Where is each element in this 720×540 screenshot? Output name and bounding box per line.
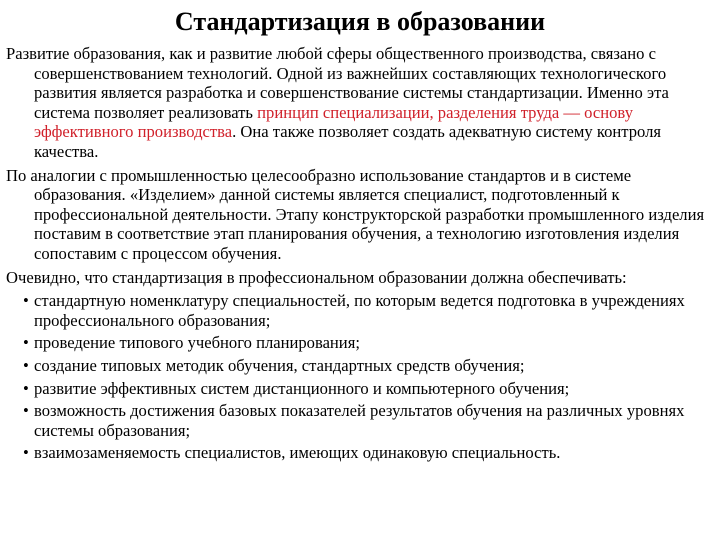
list-item-text: взаимозаменяемость специалистов, имеющих одинаковую специальность.: [34, 443, 561, 463]
list-item: [6, 443, 712, 463]
bullet-icon: •: [23, 378, 29, 398]
slide-body: [6, 44, 712, 466]
list-item: [6, 333, 712, 353]
list-item-text: возможность достижения базовых показателей результатов обучения на различных уровнях системы образования;: [34, 401, 685, 440]
page-title: Стандартизация в образовании: [174, 7, 546, 36]
paragraph-requirements-intro: Очевидно, что стандартизация в профессиональном образовании должна обеспечивать:: [6, 267, 627, 287]
list-item-text: стандартную номенклатуру специальностей, по которым ведется подготовка в учреждениях профессионального образования;: [34, 291, 685, 330]
list-item-text: проведение типового учебного планирования;: [34, 333, 360, 353]
list-item: [6, 401, 712, 440]
bullet-icon: •: [23, 355, 29, 375]
list-item: [6, 356, 712, 376]
bullet-icon: •: [23, 333, 29, 353]
paragraph-technology: [6, 44, 712, 162]
bullet-icon: •: [23, 291, 29, 311]
requirements-list: [6, 291, 712, 463]
highlight-specialization: принцип специализации, разделения труда — основу эффективного производства: [34, 102, 633, 142]
paragraph-technology-text: Развитие образования, как и развитие любой сферы общественного производства, связано с совершенствованием технологий. Одной из важнейших составляющих технологического развития является разработка и совершенствование системы стандартизации. Именно эта система позволяет реализовать: [6, 44, 669, 122]
paragraph-industry-analogy: По аналогии с промышленностью целесообразно использование стандартов и в системе образования. «Изделием» данной системы является специалист, подготовленный к профессиональной деятельности. Этапу конструкторской разработки промышленного изделия поставим в соответствие этап планирования обучения, а технологию изготовления изделия сопоставим с процессом обучения.: [6, 165, 705, 263]
list-item-text: создание типовых методик обучения, стандартных средств обучения;: [34, 355, 525, 375]
list-item: [6, 379, 712, 399]
bullet-icon: •: [23, 443, 29, 463]
list-item: [6, 291, 712, 330]
list-item-text: развитие эффективных систем дистанционного и компьютерного обучения;: [34, 378, 570, 398]
paragraph-technology-end: . Она также позволяет создать адекватную систему контроля качества.: [34, 122, 661, 161]
bullet-icon: •: [23, 401, 29, 421]
